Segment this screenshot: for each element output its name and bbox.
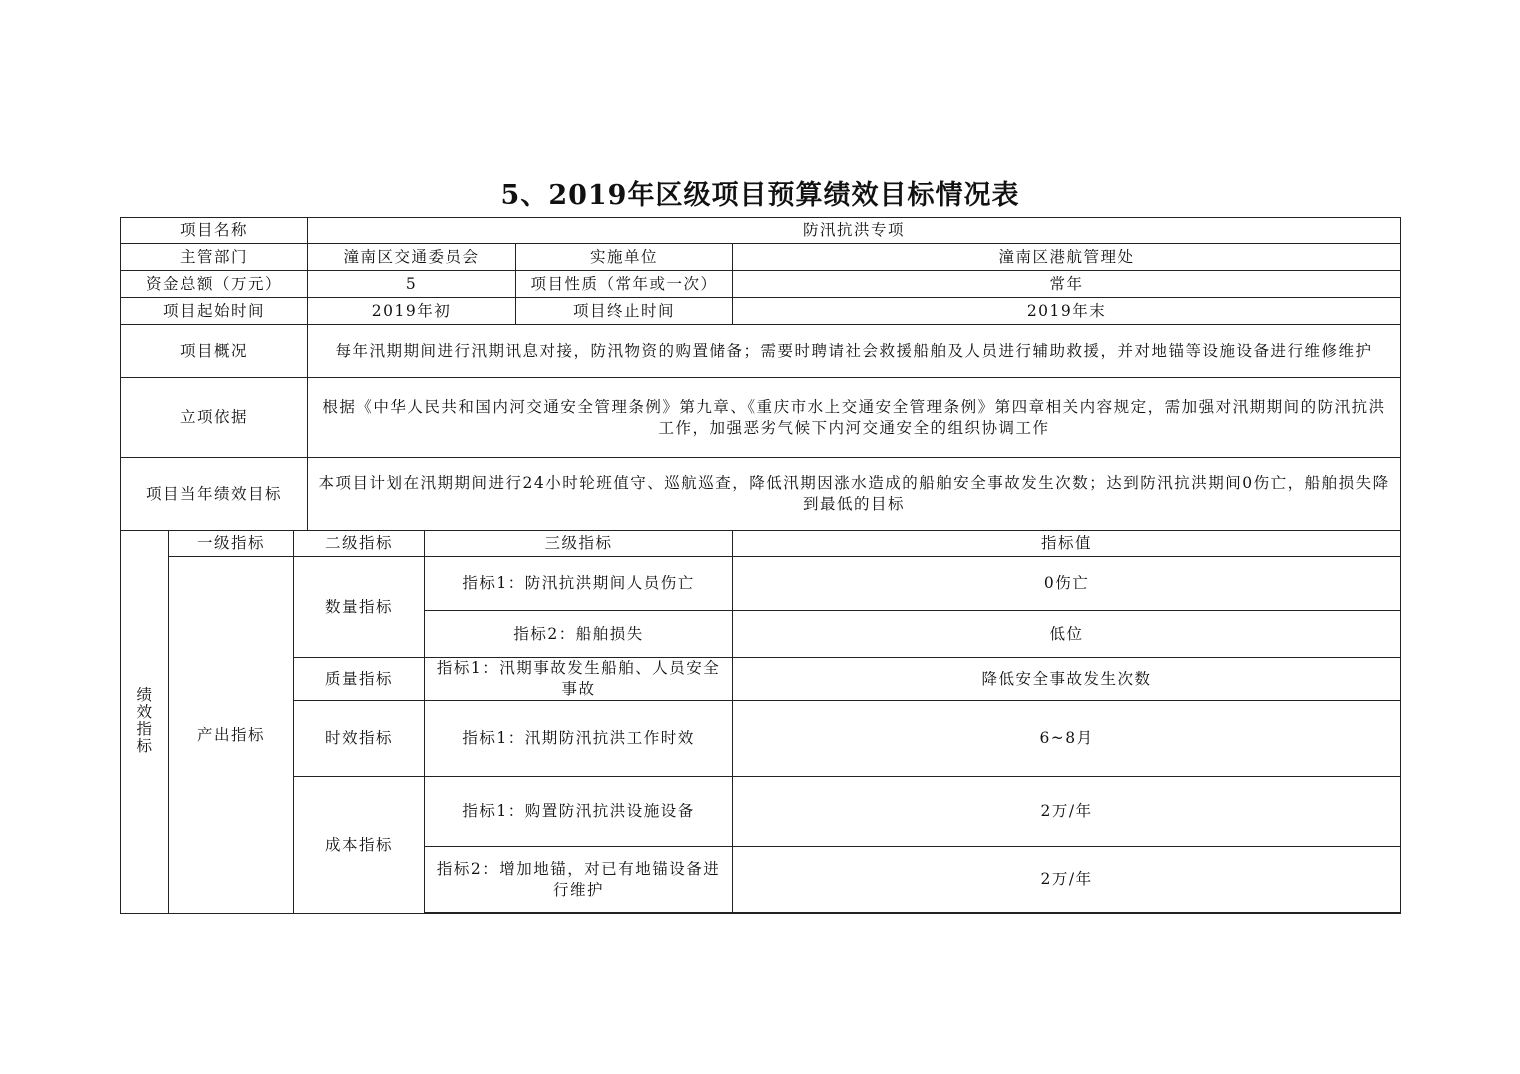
row-department	[121, 244, 1401, 271]
dept-value: 潼南区交通委员会	[308, 244, 516, 271]
indicator-name: 指标1：汛期防汛抗洪工作时效	[425, 701, 733, 777]
indicator-name: 指标1：防汛抗洪期间人员伤亡	[425, 557, 733, 611]
start-label: 项目起始时间	[121, 298, 308, 325]
performance-goal-table	[120, 217, 1401, 914]
fund-value: 5	[308, 271, 516, 298]
row-fund	[121, 271, 1401, 298]
cost-label: 成本指标	[294, 777, 425, 914]
indicator-name: 指标2：船舶损失	[425, 611, 733, 658]
goal-value: 本项目计划在汛期期间进行24小时轮班值守、巡航巡查，降低汛期因涨水造成的船舶安全事故发生次数；达到防汛抗洪期间0伤亡，船舶损失降到最低的目标	[308, 458, 1401, 531]
indicator-value: 6~8月	[733, 701, 1401, 777]
nature-value: 常年	[733, 271, 1401, 298]
impl-label: 实施单位	[516, 244, 733, 271]
impl-value: 潼南区港航管理处	[733, 244, 1401, 271]
level1-output: 产出指标	[169, 557, 294, 914]
basis-value: 根据《中华人民共和国内河交通安全管理条例》第九章、《重庆市水上交通安全管理条例》第四章相关内容规定，需加强对汛期期间的防汛抗洪工作，加强恶劣气候下内河交通安全的组织协调工作	[308, 378, 1401, 458]
overview-label: 项目概况	[121, 325, 308, 378]
goal-label: 项目当年绩效目标	[121, 458, 308, 531]
fund-label: 资金总额（万元）	[121, 271, 308, 298]
quality-label: 质量指标	[294, 658, 425, 701]
overview-value: 每年汛期期间进行汛期讯息对接，防汛物资的购置储备；需要时聘请社会救援船舶及人员进行辅助救援，并对地锚等设施设备进行维修维护	[308, 325, 1401, 378]
row-goal	[121, 458, 1401, 531]
indicator-name: 指标1：购置防汛抗洪设施设备	[425, 777, 733, 847]
row-period	[121, 298, 1401, 325]
page-title: 5、2019年区级项目预算绩效目标情况表	[500, 180, 1020, 211]
table-row	[121, 557, 1401, 611]
row-project-name	[121, 218, 1401, 244]
indicator-value: 2万/年	[733, 847, 1401, 913]
row-basis	[121, 378, 1401, 458]
timeliness-label: 时效指标	[294, 701, 425, 777]
table-row	[121, 701, 1401, 777]
indicator-section-text: 绩效指标	[136, 686, 154, 755]
header-level1: 一级指标	[169, 531, 294, 557]
project-name-value: 防汛抗洪专项	[308, 218, 1401, 244]
table-bottom-filler	[425, 913, 1401, 914]
header-value: 指标值	[733, 531, 1401, 557]
header-level3: 三级指标	[425, 531, 733, 557]
indicator-section-label	[121, 531, 169, 914]
table-row	[121, 777, 1401, 846]
indicator-name: 指标2：增加地锚，对已有地锚设备进行维护	[425, 847, 733, 913]
header-level2: 二级指标	[294, 531, 425, 557]
dept-label: 主管部门	[121, 244, 308, 271]
row-overview	[121, 325, 1401, 378]
project-name-label: 项目名称	[121, 218, 308, 244]
indicator-value: 低位	[733, 611, 1401, 658]
indicator-value: 2万/年	[733, 777, 1401, 847]
indicator-value: 降低安全事故发生次数	[733, 658, 1401, 701]
table-row	[121, 658, 1401, 701]
indicator-header-row	[121, 531, 1401, 557]
indicator-name: 指标1：汛期事故发生船舶、人员安全事故	[425, 658, 733, 701]
quantity-label: 数量指标	[294, 557, 425, 658]
end-value: 2019年末	[733, 298, 1401, 325]
start-value: 2019年初	[308, 298, 516, 325]
nature-label: 项目性质（常年或一次）	[516, 271, 733, 298]
indicator-value: 0伤亡	[733, 557, 1401, 611]
basis-label: 立项依据	[121, 378, 308, 458]
end-label: 项目终止时间	[516, 298, 733, 325]
